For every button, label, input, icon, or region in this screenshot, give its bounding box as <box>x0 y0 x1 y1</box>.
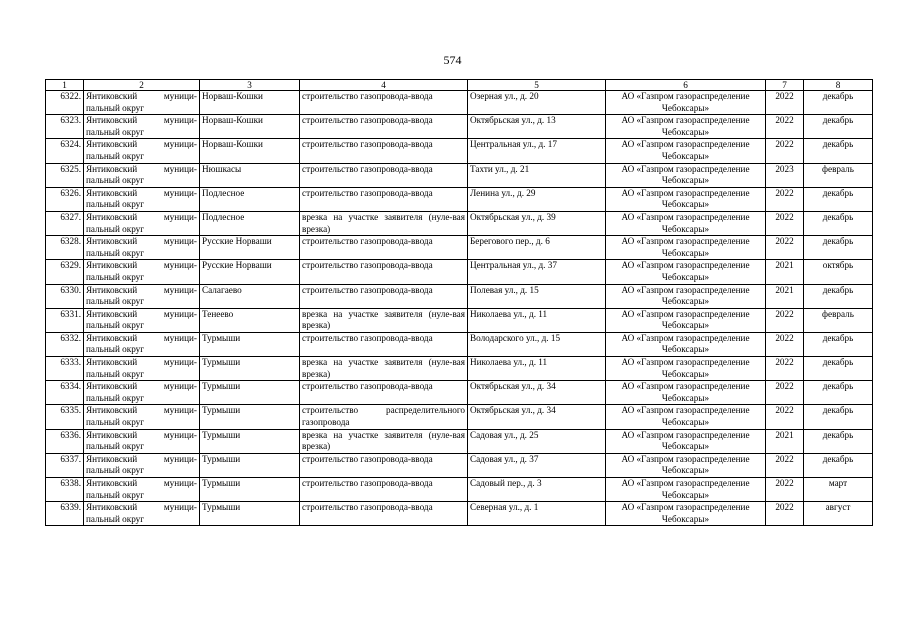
row-number-cell: 6337. <box>46 453 84 477</box>
column-header: 4 <box>300 80 468 91</box>
year-cell: 2023 <box>766 163 804 187</box>
district-cell: Янтиковский муници-пальный округ <box>84 115 200 139</box>
year-cell: 2022 <box>766 91 804 115</box>
organization-cell: АО «Газпром газораспределение Чебоксары» <box>606 308 766 332</box>
column-header: 6 <box>606 80 766 91</box>
row-number-cell: 6328. <box>46 236 84 260</box>
month-cell: октябрь <box>804 260 873 284</box>
row-number-cell: 6334. <box>46 381 84 405</box>
organization-cell: АО «Газпром газораспределение Чебоксары» <box>606 115 766 139</box>
column-header: 3 <box>200 80 300 91</box>
district-cell: Янтиковский муници-пальный округ <box>84 139 200 163</box>
table-row <box>46 381 873 405</box>
month-cell: декабрь <box>804 381 873 405</box>
gasification-table <box>45 79 873 526</box>
year-cell: 2022 <box>766 478 804 502</box>
address-cell: Центральная ул., д. 37 <box>468 260 606 284</box>
year-cell: 2022 <box>766 357 804 381</box>
table-row <box>46 284 873 308</box>
month-cell: декабрь <box>804 405 873 429</box>
locality-cell: Тенеево <box>200 308 300 332</box>
locality-cell: Подлесное <box>200 211 300 235</box>
work-type-cell: строительство газопровода-ввода <box>300 91 468 115</box>
locality-cell: Салагаево <box>200 284 300 308</box>
address-cell: Октябрьская ул., д. 34 <box>468 405 606 429</box>
table-row <box>46 478 873 502</box>
month-cell: декабрь <box>804 332 873 356</box>
organization-cell: АО «Газпром газораспределение Чебоксары» <box>606 211 766 235</box>
work-type-cell: врезка на участке заявителя (нуле-вая врезка) <box>300 357 468 381</box>
table-row <box>46 405 873 429</box>
table-row <box>46 453 873 477</box>
table-row <box>46 236 873 260</box>
work-type-cell: строительство газопровода-ввода <box>300 163 468 187</box>
address-cell: Садовая ул., д. 37 <box>468 453 606 477</box>
row-number-cell: 6323. <box>46 115 84 139</box>
year-cell: 2022 <box>766 405 804 429</box>
table-row <box>46 357 873 381</box>
table-row <box>46 502 873 526</box>
row-number-cell: 6338. <box>46 478 84 502</box>
year-cell: 2022 <box>766 187 804 211</box>
row-number-cell: 6331. <box>46 308 84 332</box>
locality-cell: Норваш-Кошки <box>200 91 300 115</box>
organization-cell: АО «Газпром газораспределение Чебоксары» <box>606 429 766 453</box>
locality-cell: Турмыши <box>200 453 300 477</box>
year-cell: 2022 <box>766 502 804 526</box>
organization-cell: АО «Газпром газораспределение Чебоксары» <box>606 236 766 260</box>
district-cell: Янтиковский муници-пальный округ <box>84 405 200 429</box>
table-row <box>46 211 873 235</box>
address-cell: Октябрьская ул., д. 39 <box>468 211 606 235</box>
district-cell: Янтиковский муници-пальный округ <box>84 453 200 477</box>
district-cell: Янтиковский муници-пальный округ <box>84 429 200 453</box>
address-cell: Тахти ул., д. 21 <box>468 163 606 187</box>
table-row <box>46 308 873 332</box>
work-type-cell: врезка на участке заявителя (нуле-вая врезка) <box>300 211 468 235</box>
district-cell: Янтиковский муници-пальный округ <box>84 211 200 235</box>
year-cell: 2022 <box>766 381 804 405</box>
locality-cell: Турмыши <box>200 381 300 405</box>
locality-cell: Норваш-Кошки <box>200 139 300 163</box>
organization-cell: АО «Газпром газораспределение Чебоксары» <box>606 405 766 429</box>
organization-cell: АО «Газпром газораспределение Чебоксары» <box>606 478 766 502</box>
district-cell: Янтиковский муници-пальный округ <box>84 91 200 115</box>
district-cell: Янтиковский муници-пальный округ <box>84 163 200 187</box>
work-type-cell: строительство газопровода-ввода <box>300 187 468 211</box>
month-cell: декабрь <box>804 357 873 381</box>
work-type-cell: строительство газопровода-ввода <box>300 478 468 502</box>
row-number-cell: 6330. <box>46 284 84 308</box>
table-row <box>46 139 873 163</box>
organization-cell: АО «Газпром газораспределение Чебоксары» <box>606 453 766 477</box>
month-cell: декабрь <box>804 453 873 477</box>
year-cell: 2022 <box>766 332 804 356</box>
district-cell: Янтиковский муници-пальный округ <box>84 332 200 356</box>
year-cell: 2021 <box>766 284 804 308</box>
address-cell: Садовый пер., д. 3 <box>468 478 606 502</box>
locality-cell: Русские Норваши <box>200 260 300 284</box>
address-cell: Садовая ул., д. 25 <box>468 429 606 453</box>
organization-cell: АО «Газпром газораспределение Чебоксары» <box>606 163 766 187</box>
organization-cell: АО «Газпром газораспределение Чебоксары» <box>606 284 766 308</box>
row-number-cell: 6322. <box>46 91 84 115</box>
row-number-cell: 6333. <box>46 357 84 381</box>
address-cell: Николаева ул., д. 11 <box>468 357 606 381</box>
work-type-cell: строительство газопровода-ввода <box>300 139 468 163</box>
organization-cell: АО «Газпром газораспределение Чебоксары» <box>606 139 766 163</box>
work-type-cell: врезка на участке заявителя (нуле-вая врезка) <box>300 429 468 453</box>
address-cell: Северная ул., д. 1 <box>468 502 606 526</box>
row-number-cell: 6332. <box>46 332 84 356</box>
address-cell: Озерная ул., д. 20 <box>468 91 606 115</box>
work-type-cell: строительство газопровода-ввода <box>300 332 468 356</box>
year-cell: 2022 <box>766 115 804 139</box>
organization-cell: АО «Газпром газораспределение Чебоксары» <box>606 357 766 381</box>
work-type-cell: строительство газопровода-ввода <box>300 381 468 405</box>
locality-cell: Нюшкасы <box>200 163 300 187</box>
work-type-cell: строительство газопровода-ввода <box>300 453 468 477</box>
row-number-cell: 6327. <box>46 211 84 235</box>
locality-cell: Русские Норваши <box>200 236 300 260</box>
month-cell: август <box>804 502 873 526</box>
row-number-cell: 6329. <box>46 260 84 284</box>
column-number-header-row <box>46 80 873 91</box>
district-cell: Янтиковский муници-пальный округ <box>84 236 200 260</box>
locality-cell: Турмыши <box>200 332 300 356</box>
district-cell: Янтиковский муници-пальный округ <box>84 284 200 308</box>
month-cell: декабрь <box>804 187 873 211</box>
locality-cell: Турмыши <box>200 502 300 526</box>
address-cell: Ленина ул., д. 29 <box>468 187 606 211</box>
address-cell: Николаева ул., д. 11 <box>468 308 606 332</box>
locality-cell: Норваш-Кошки <box>200 115 300 139</box>
district-cell: Янтиковский муници-пальный округ <box>84 308 200 332</box>
table-row <box>46 187 873 211</box>
work-type-cell: строительство газопровода-ввода <box>300 260 468 284</box>
organization-cell: АО «Газпром газораспределение Чебоксары» <box>606 91 766 115</box>
district-cell: Янтиковский муници-пальный округ <box>84 478 200 502</box>
organization-cell: АО «Газпром газораспределение Чебоксары» <box>606 260 766 284</box>
table-row <box>46 115 873 139</box>
work-type-cell: врезка на участке заявителя (нуле-вая врезка) <box>300 308 468 332</box>
year-cell: 2022 <box>766 139 804 163</box>
work-type-cell: строительство газопровода-ввода <box>300 502 468 526</box>
work-type-cell: строительство распределительного газопровода <box>300 405 468 429</box>
year-cell: 2022 <box>766 211 804 235</box>
table-row <box>46 260 873 284</box>
address-cell: Октябрьская ул., д. 13 <box>468 115 606 139</box>
table-row <box>46 332 873 356</box>
year-cell: 2021 <box>766 260 804 284</box>
month-cell: февраль <box>804 308 873 332</box>
year-cell: 2022 <box>766 453 804 477</box>
work-type-cell: строительство газопровода-ввода <box>300 284 468 308</box>
table-row <box>46 163 873 187</box>
column-header: 2 <box>84 80 200 91</box>
row-number-cell: 6339. <box>46 502 84 526</box>
locality-cell: Турмыши <box>200 478 300 502</box>
locality-cell: Турмыши <box>200 405 300 429</box>
district-cell: Янтиковский муници-пальный округ <box>84 381 200 405</box>
district-cell: Янтиковский муници-пальный округ <box>84 260 200 284</box>
locality-cell: Турмыши <box>200 429 300 453</box>
row-number-cell: 6326. <box>46 187 84 211</box>
district-cell: Янтиковский муници-пальный округ <box>84 187 200 211</box>
district-cell: Янтиковский муници-пальный округ <box>84 357 200 381</box>
year-cell: 2022 <box>766 236 804 260</box>
month-cell: март <box>804 478 873 502</box>
month-cell: декабрь <box>804 429 873 453</box>
month-cell: декабрь <box>804 91 873 115</box>
table-row <box>46 429 873 453</box>
address-cell: Володарского ул., д. 15 <box>468 332 606 356</box>
organization-cell: АО «Газпром газораспределение Чебоксары» <box>606 502 766 526</box>
row-number-cell: 6336. <box>46 429 84 453</box>
year-cell: 2021 <box>766 429 804 453</box>
row-number-cell: 6325. <box>46 163 84 187</box>
work-type-cell: строительство газопровода-ввода <box>300 115 468 139</box>
address-cell: Берегового пер., д. 6 <box>468 236 606 260</box>
locality-cell: Подлесное <box>200 187 300 211</box>
organization-cell: АО «Газпром газораспределение Чебоксары» <box>606 381 766 405</box>
work-type-cell: строительство газопровода-ввода <box>300 236 468 260</box>
column-header: 7 <box>766 80 804 91</box>
month-cell: декабрь <box>804 139 873 163</box>
year-cell: 2022 <box>766 308 804 332</box>
month-cell: декабрь <box>804 211 873 235</box>
address-cell: Октябрьская ул., д. 34 <box>468 381 606 405</box>
column-header: 5 <box>468 80 606 91</box>
table-row <box>46 91 873 115</box>
month-cell: февраль <box>804 163 873 187</box>
address-cell: Полевая ул., д. 15 <box>468 284 606 308</box>
page-number: 574 <box>443 53 462 67</box>
column-header: 8 <box>804 80 873 91</box>
organization-cell: АО «Газпром газораспределение Чебоксары» <box>606 332 766 356</box>
month-cell: декабрь <box>804 284 873 308</box>
month-cell: декабрь <box>804 236 873 260</box>
column-header: 1 <box>46 80 84 91</box>
address-cell: Центральная ул., д. 17 <box>468 139 606 163</box>
locality-cell: Турмыши <box>200 357 300 381</box>
row-number-cell: 6335. <box>46 405 84 429</box>
district-cell: Янтиковский муници-пальный округ <box>84 502 200 526</box>
month-cell: декабрь <box>804 115 873 139</box>
row-number-cell: 6324. <box>46 139 84 163</box>
organization-cell: АО «Газпром газораспределение Чебоксары» <box>606 187 766 211</box>
